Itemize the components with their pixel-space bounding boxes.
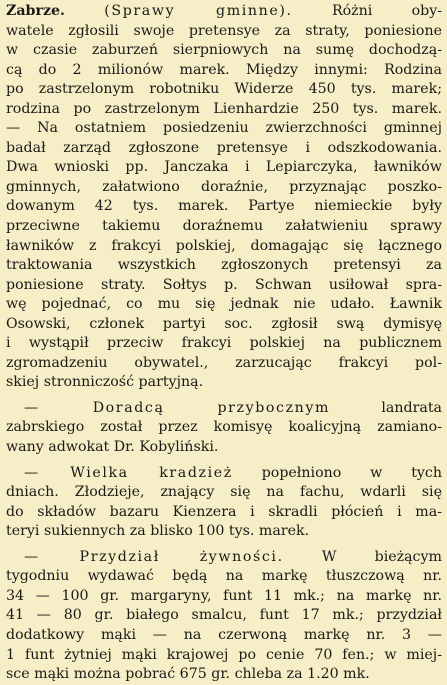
paragraph-przydzial xyxy=(6,548,442,685)
place-heading: Zabrze. xyxy=(6,3,65,19)
paragraph-doradca xyxy=(6,399,442,458)
text-line: Zabrze. (Sprawy gminne). Różni oby- xyxy=(6,3,443,19)
spaced-heading: (Sprawy gminne). xyxy=(104,3,293,19)
text-line: cą do 2 milionów marek. Między innymi: Rodzina xyxy=(6,61,442,78)
text-line: 1 funt żytniej mąki krajowej po cenie 70 fen.; w miej- xyxy=(6,646,442,663)
text-line: traktowania wszystkich zgłoszonych pretensyi za xyxy=(6,257,442,274)
text-line: badał zarząd zgłoszone pretensye i odszkodowania. xyxy=(6,139,442,156)
text-line: przeciwne takiemu doraźnemu załatwieniu sprawy xyxy=(6,218,442,235)
text-line: — Wielka kradzież popełniono w tych xyxy=(24,464,443,481)
text-line: — Na ostatniem posiedzeniu zwierzchności gminnej xyxy=(6,120,442,137)
text-line: 34 — 100 gr. margaryny, funt 11 mk.; na markę nr. xyxy=(6,587,442,604)
spaced-heading: — Przydział żywności. xyxy=(24,548,284,565)
spaced-heading: — Wielka kradzież xyxy=(24,464,233,481)
paragraph-zabrze xyxy=(6,2,442,393)
text-line: — Doradcą przybocznym landrata xyxy=(24,399,442,416)
text-line: skiej stronniczość partyjną. xyxy=(6,374,204,391)
text-line: w czasie zaburzeń sierpniowych na sumę dochodzą- xyxy=(6,42,442,59)
text-line: wany adwokat Dr. Kobyliński. xyxy=(6,439,219,456)
text-line: dowanym 42 tys. marek. Partye niemieckie były xyxy=(6,198,442,215)
text-line: sce mąki można pobrać 675 gr. chleba za 1.20 mk. xyxy=(6,666,370,683)
text-line: tygodniu wydawać będą na markę tłuszczową nr. xyxy=(6,568,442,585)
text-line: 41 — 80 gr. białego smalcu, funt 17 mk.; przydział xyxy=(6,607,442,624)
spaced-heading: — Doradcą przybocznym xyxy=(24,399,331,416)
text-line: wę pojednać, co mu się jednak nie udało. Ławnik xyxy=(6,296,442,313)
text-line: Osowski, członek partyi soc. zgłosił swą dymisyę xyxy=(6,315,442,332)
text-line: rodzina po zastrzelonym Lienhardzie 250 tys. marek. xyxy=(6,100,442,117)
text-line: dodatkowy mąki — na czerwoną markę nr. 3 — xyxy=(6,626,442,643)
text-line: i wystąpił przeciw frakcyi polskiej na publicznem xyxy=(6,335,442,352)
text-line: po zastrzelonym robotniku Widerze 450 tys. marek; xyxy=(6,81,442,98)
text-line: poniesione straty. Sołtys p. Schwan usiłował spra- xyxy=(6,276,442,293)
text-line: gminnych, załatwiono doraźnie, przyznając poszko- xyxy=(6,178,442,195)
text-line: zgromadzeniu obywatel., zarzucając frakcyi pol- xyxy=(6,354,442,371)
text-line: ławników z frakcyi polskiej, domagając się łącznego xyxy=(6,237,442,254)
text-line: do składów bazaru Kienzera i skradli płócień i ma- xyxy=(6,503,442,520)
text-line: dniach. Złodzieje, znający się na fachu, wdarli się xyxy=(6,484,442,501)
article-column xyxy=(6,2,442,685)
paragraph-kradziez xyxy=(6,464,442,542)
text-line: watele zgłosili swoje pretensye za straty, poniesione xyxy=(6,22,442,39)
text-line: Dwa wnioski pp. Janczaka i Lepiarczyka, ławników xyxy=(6,159,442,176)
text-line: — Przydział żywności. W bieżącym xyxy=(24,548,442,565)
text-line: zabrskiego został przez komisyę koalicyjną zamiano- xyxy=(6,419,442,436)
text-line: teryi sukiennych za blisko 100 tys. marek. xyxy=(6,523,310,540)
